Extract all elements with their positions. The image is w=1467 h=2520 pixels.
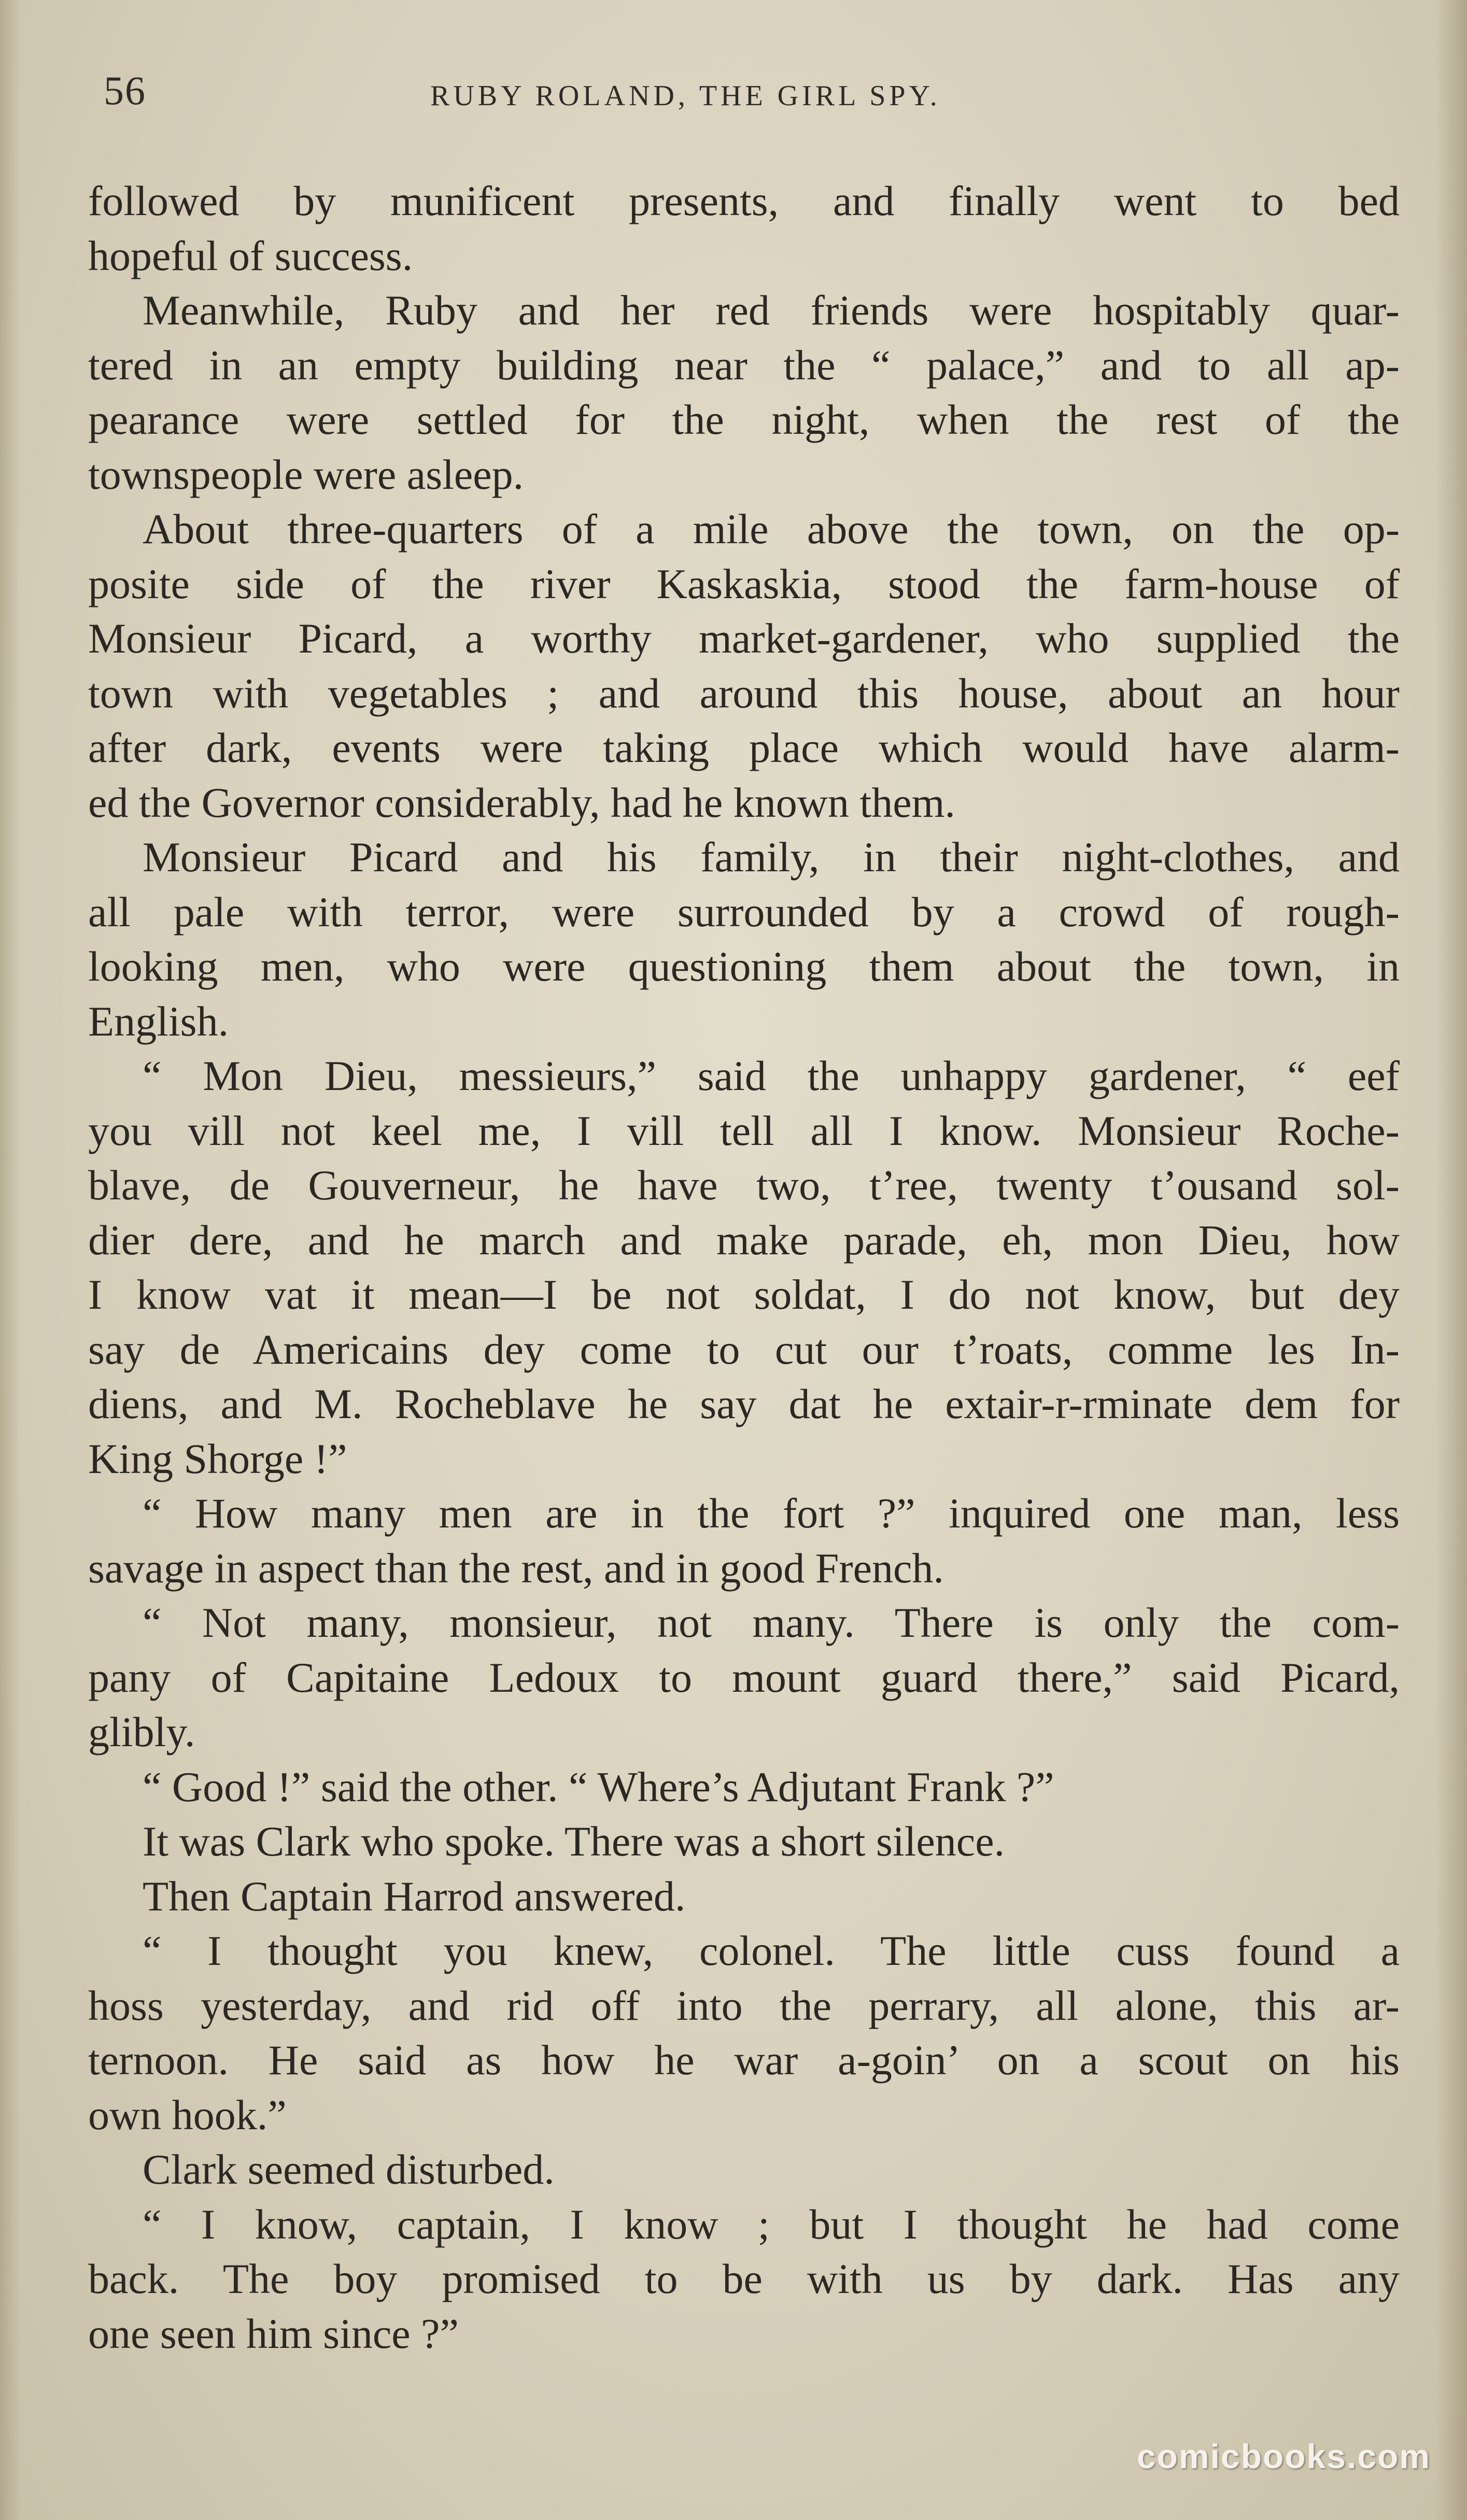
body-text bbox=[88, 174, 1400, 2361]
text-line: tered in an empty building near the “ palace,” and to all ap- bbox=[88, 341, 1400, 389]
text-line: “ Mon Dieu, messieurs,” said the unhappy gardener, “ eef bbox=[143, 1052, 1400, 1099]
text-line: you vill not keel me, I vill tell all I know. Monsieur Roche- bbox=[88, 1107, 1400, 1154]
text-line: diens, and M. Rocheblave he say dat he extair-r-rminate dem for bbox=[88, 1380, 1400, 1427]
text-line: “ How many men are in the fort ?” inquired one man, less bbox=[143, 1490, 1400, 1537]
running-title: RUBY ROLAND, THE GIRL SPY. bbox=[430, 80, 941, 112]
text-line: own hook.” bbox=[88, 2091, 287, 2139]
page-right-shadow bbox=[1436, 0, 1467, 2520]
text-line: hoss yesterday, and rid off into the perrary, all alone, this ar- bbox=[88, 1981, 1400, 2029]
text-line: Monsieur Picard, a worthy market-gardener, who supplied the bbox=[88, 615, 1400, 662]
watermark: comicbooks.com bbox=[1136, 2437, 1431, 2475]
text-line: one seen him since ?” bbox=[88, 2310, 459, 2357]
text-line: “ I know, captain, I know ; but I thought he had come bbox=[143, 2200, 1400, 2248]
text-line: Monsieur Picard and his family, in their night-clothes, and bbox=[143, 833, 1400, 881]
text-line: Then Captain Harrod answered. bbox=[143, 1872, 686, 1920]
text-line: pearance were settled for the night, when the rest of the bbox=[88, 396, 1400, 443]
text-line: town with vegetables ; and around this house, about an hour bbox=[88, 669, 1400, 717]
text-line: “ Good !” said the other. “ Where’s Adjutant Frank ?” bbox=[143, 1763, 1054, 1810]
text-line: townspeople were asleep. bbox=[88, 450, 524, 498]
text-line: followed by munificent presents, and finally went to bed bbox=[88, 177, 1400, 224]
page-header bbox=[104, 62, 1400, 119]
text-line: savage in aspect than the rest, and in good French. bbox=[88, 1544, 944, 1592]
text-line: ternoon. He said as how he war a-goin’ on a scout on his bbox=[88, 2036, 1400, 2084]
text-line: It was Clark who spoke. There was a short silence. bbox=[143, 1818, 1005, 1865]
text-line: looking men, who were questioning them about the town, in bbox=[88, 943, 1400, 990]
text-line: King Shorge !” bbox=[88, 1435, 347, 1482]
text-line: dier dere, and he march and make parade, eh, mon Dieu, how bbox=[88, 1216, 1400, 1264]
text-line: “ I thought you knew, colonel. The little cuss found a bbox=[143, 1927, 1400, 1974]
page-left-shadow bbox=[0, 0, 21, 2520]
text-line: all pale with terror, were surrounded by a crowd of rough- bbox=[88, 888, 1400, 936]
text-line: after dark, events were taking place which would have alarm- bbox=[88, 724, 1400, 771]
text-line: About three-quarters of a mile above the town, on the op- bbox=[143, 505, 1400, 553]
text-line: say de Americains dey come to cut our t’roats, comme les In- bbox=[88, 1325, 1400, 1373]
text-line: blave, de Gouverneur, he have two, t’ree, twenty t’ousand sol- bbox=[88, 1162, 1400, 1209]
page-number: 56 bbox=[104, 68, 146, 113]
text-line: English. bbox=[88, 997, 229, 1045]
text-line: posite side of the river Kaskaskia, stood the farm-house of bbox=[88, 560, 1400, 607]
text-line: I know vat it mean—I be not soldat, I do not know, but dey bbox=[88, 1271, 1400, 1318]
text-line: ed the Governor considerably, had he known them. bbox=[88, 778, 955, 826]
text-line: back. The boy promised to be with us by dark. Has any bbox=[88, 2255, 1400, 2302]
text-line: glibly. bbox=[88, 1708, 195, 1755]
text-line: Clark seemed disturbed. bbox=[143, 2146, 555, 2193]
text-line: “ Not many, monsieur, not many. There is only the com- bbox=[143, 1599, 1400, 1646]
text-line: pany of Capitaine Ledoux to mount guard there,” said Picard, bbox=[88, 1653, 1400, 1701]
text-line: hopeful of success. bbox=[88, 232, 413, 279]
text-line: Meanwhile, Ruby and her red friends were hospitably quar- bbox=[143, 287, 1400, 334]
